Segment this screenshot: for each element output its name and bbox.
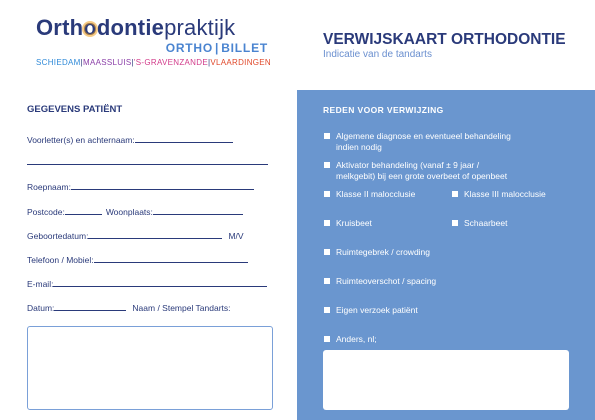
date-field-line[interactable]: [54, 302, 126, 311]
option-class3-label: Klasse III malocclusie: [464, 189, 546, 199]
option-class2-label: Klasse II malocclusie: [336, 189, 416, 199]
city-s-gravenzande: 'S-GRAVENZANDE: [133, 58, 208, 67]
other-reason-box[interactable]: [323, 350, 569, 410]
checkbox-other[interactable]: [324, 336, 330, 342]
checkbox-general-diagnosis[interactable]: [324, 133, 330, 139]
city-field-label: Woonplaats:: [105, 207, 153, 217]
phone-field-row: [27, 254, 248, 266]
city-maassluis: MAASSLUIS: [83, 58, 132, 67]
option-scissorbite-label: Schaarbeet: [464, 218, 508, 228]
dob-field-label: Geboortedatum:: [27, 231, 89, 241]
gender-field-label: M/V: [228, 231, 244, 241]
email-field-label: E-mail:: [27, 279, 54, 289]
postcode-field-line[interactable]: [65, 206, 102, 215]
city-field-line[interactable]: [153, 206, 243, 215]
city-separator: |: [207, 58, 211, 67]
option-spacing-label: Ruimteoverschot / spacing: [336, 276, 437, 286]
checkbox-patient-request[interactable]: [324, 307, 330, 313]
dentist-stamp-label: Naam / Stempel Tandarts:: [132, 303, 231, 313]
city-separator: |: [80, 58, 84, 67]
name-field-row: [27, 134, 233, 146]
callname-field-line[interactable]: [71, 181, 254, 190]
logo-sub-separator: |: [215, 41, 220, 55]
phone-field-label: Telefoon / Mobiel:: [27, 255, 94, 265]
option-activator-label-2: melkgebit) bij een grote overbeet of openbeet: [336, 171, 508, 181]
option-activator-label-1: Aktivator behandeling (vanaf ± 9 jaar /: [336, 160, 480, 170]
practice-logo: [36, 16, 276, 72]
option-crowding-label: Ruimtegebrek / crowding: [336, 247, 431, 257]
city-vlaardingen: VLAARDINGEN: [210, 58, 272, 67]
date-field-row: [27, 302, 231, 314]
callname-field-row: [27, 181, 254, 193]
logo-cities: [36, 58, 271, 67]
checkbox-crossbite[interactable]: [324, 220, 330, 226]
name-field-line[interactable]: [135, 134, 233, 143]
checkbox-class3[interactable]: [452, 191, 458, 197]
option-general-diagnosis-label-2: indien nodig: [336, 142, 382, 152]
logo-word-light: praktijk: [164, 15, 236, 40]
logo-ring-icon: [82, 21, 98, 37]
dob-field-row: [27, 230, 244, 242]
referral-section-heading: REDEN VOOR VERWIJZING: [323, 105, 444, 115]
option-general-diagnosis-label-1: Algemene diagnose en eventueel behandeling: [336, 131, 511, 141]
checkbox-spacing[interactable]: [324, 278, 330, 284]
postcode-field-label: Postcode:: [27, 207, 65, 217]
dob-field-line[interactable]: [88, 230, 222, 239]
name-field-extra-line[interactable]: [27, 164, 268, 165]
patient-section-heading: GEGEVENS PATIËNT: [27, 104, 123, 115]
city-schiedam: SCHIEDAM: [36, 58, 81, 67]
checkbox-scissorbite[interactable]: [452, 220, 458, 226]
logo-sub-left: ORTHO: [165, 41, 214, 55]
date-field-label: Datum:: [27, 303, 55, 313]
option-patient-request-label: Eigen verzoek patiënt: [336, 305, 418, 315]
document-subtitle: Indicatie van de tandarts: [323, 49, 432, 60]
address-field-row: [27, 206, 243, 218]
checkbox-activator[interactable]: [324, 162, 330, 168]
dentist-stamp-box[interactable]: [27, 326, 273, 410]
email-field-line[interactable]: [53, 278, 267, 287]
checkbox-crowding[interactable]: [324, 249, 330, 255]
city-separator: |: [131, 58, 134, 67]
logo-sub-right: BILLET: [221, 41, 268, 55]
logo-wordmark: [36, 16, 235, 40]
callname-field-label: Roepnaam:: [27, 182, 71, 192]
checkbox-class2[interactable]: [324, 191, 330, 197]
option-other-label: Anders, nl;: [336, 334, 377, 344]
logo-word-bold: Orthodontie: [36, 15, 165, 40]
email-field-row: [27, 278, 267, 290]
document-title: VERWIJSKAART ORTHODONTIE: [323, 31, 566, 48]
phone-field-line[interactable]: [94, 254, 248, 263]
option-crossbite-label: Kruisbeet: [336, 218, 372, 228]
name-field-label: Voorletter(s) en achternaam:: [27, 135, 135, 145]
logo-subtitle: [166, 41, 268, 55]
